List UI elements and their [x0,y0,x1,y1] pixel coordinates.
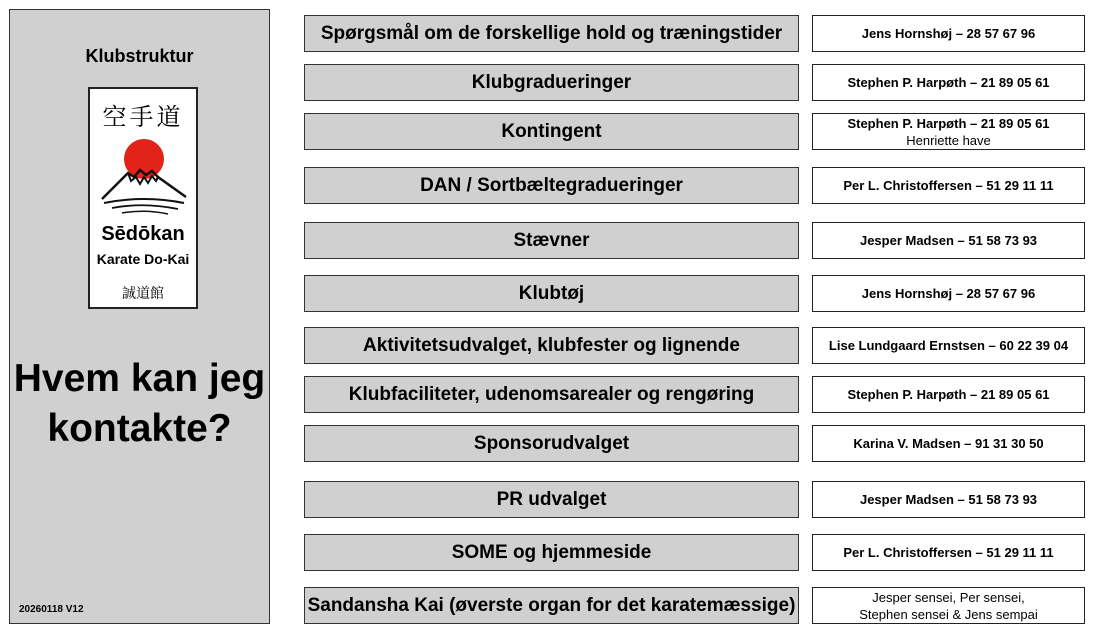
topic-kontingent: Kontingent [304,113,799,150]
version-label: 20260118 V12 [19,604,84,615]
topic-klubt-j: Klubtøj [304,275,799,312]
contact-name-phone: Jesper sensei, Per sensei, [872,589,1025,605]
contact-box [812,587,1085,624]
contact-box [812,167,1085,204]
panel-title: Klubstruktur [85,46,194,66]
contact-box [812,534,1085,571]
logo-club-subtitle: Karate Do-Kai [96,251,190,267]
contact-name-phone: Jesper Madsen – 51 58 73 93 [859,492,1038,507]
club-logo [88,87,198,309]
contact-box [812,481,1085,518]
contact-name-phone: Jens Hornshøj – 28 57 67 96 [861,26,1036,41]
contact-box [812,275,1085,312]
contact-box [812,15,1085,52]
contact-name-phone: Lise Lundgaard Ernstsen – 60 22 39 04 [828,338,1069,353]
topic-some-og-hjemmeside: SOME og hjemmeside [304,534,799,571]
club-structure-panel [9,9,270,624]
headline: Hvem kan jeg kontakte? [13,357,266,450]
contact-secondary: Henriette have [906,132,991,148]
contact-name-phone: Stephen P. Harpøth – 21 89 05 61 [847,75,1050,90]
contact-box [812,222,1085,259]
logo-kanji-karate-do: 空手道 [102,103,184,131]
contact-box [812,327,1085,364]
topic-pr-udvalget: PR udvalget [304,481,799,518]
mount-fuji-sun-icon [98,137,190,217]
contact-name-phone: Karina V. Madsen – 91 31 30 50 [853,436,1044,451]
contact-name-phone: Per L. Christoffersen – 51 29 11 11 [843,545,1054,560]
contact-box [812,113,1085,150]
topic-klubgradueringer: Klubgradueringer [304,64,799,101]
contact-box [812,425,1085,462]
contact-box [812,376,1085,413]
topic-dan-sortb-ltegradueringer: DAN / Sortbæltegradueringer [304,167,799,204]
contact-name-phone: Stephen P. Harpøth – 21 89 05 61 [847,115,1050,131]
contact-secondary: Stephen sensei & Jens sempai [859,606,1038,622]
topic-aktivitetsudvalget-klubfester-og-lignend: Aktivitetsudvalget, klubfester og lignende [304,327,799,364]
contact-name-phone: Stephen P. Harpøth – 21 89 05 61 [847,387,1050,402]
topic-klubfaciliteter-udenomsarealer-og-reng-r: Klubfaciliteter, udenomsarealer og rengøring [304,376,799,413]
contact-name-phone: Per L. Christoffersen – 51 29 11 11 [843,178,1054,193]
contact-box [812,64,1085,101]
logo-club-name: Sēdōkan [101,223,185,245]
topic-sponsorudvalget: Sponsorudvalget [304,425,799,462]
contact-name-phone: Jens Hornshøj – 28 57 67 96 [861,286,1036,301]
topic-st-vner: Stævner [304,222,799,259]
topic-sandansha-kai-verste-organ-for-det-karat: Sandansha Kai (øverste organ for det karatemæssige) [304,587,799,624]
topic-sp-rgsma-l-om-de-forskellige-hold-og-tr-: Spørgsmål om de forskellige hold og træningstider [304,15,799,52]
logo-kanji-seidokan: 誠道館 [122,286,164,302]
contact-name-phone: Jesper Madsen – 51 58 73 93 [859,233,1038,248]
